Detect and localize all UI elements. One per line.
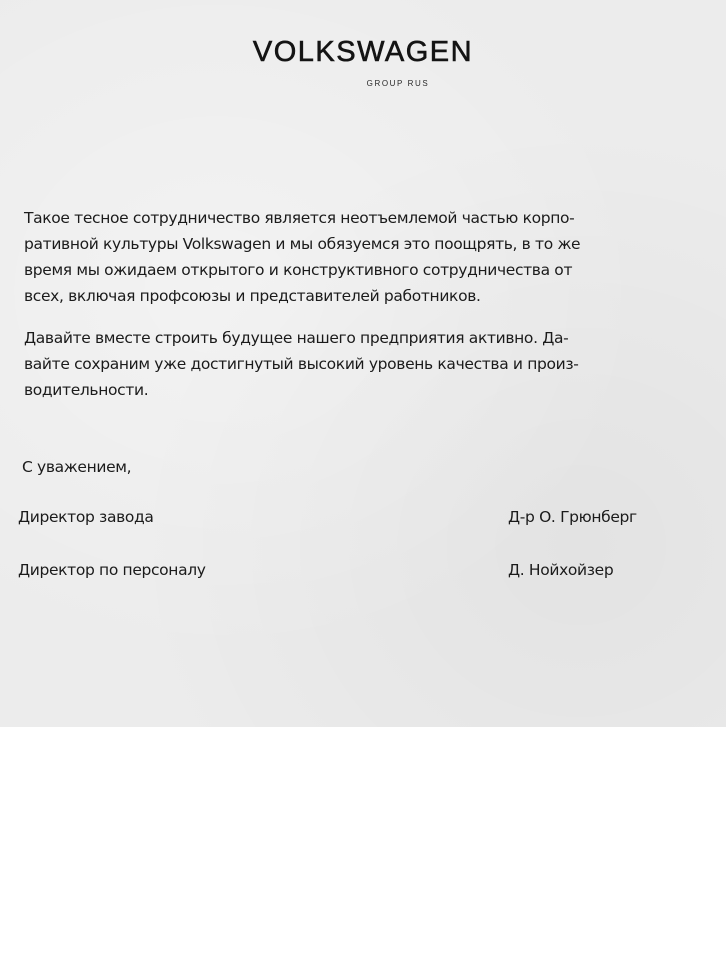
text-line: ративной культуры Volkswagen и мы обязуемся это поощрять, в то же [24,235,581,253]
text-line: вайте сохраним уже достигнутый высокий уровень качества и произ- [24,355,579,373]
text-line: время мы ожидаем открытого и конструктивного сотрудничества от [24,261,573,279]
text-line: Такое тесное сотрудничество является неотъемлемой частью корпо- [24,209,575,227]
brand-logo: VOLKSWAGEN [252,36,474,68]
signatory-title-plant-director: Директор завода [18,508,154,526]
text-line: всех, включая профсоюзы и представителей работников. [24,287,481,305]
closing-salutation: С уважением, [22,458,132,476]
brand-subtitle: GROUP RUS [366,79,430,88]
body-paragraph-2 [24,325,674,403]
text-line: водительности. [24,381,149,399]
signatory-name-hr-director: Д. Нойхойзер [508,561,614,579]
signatory-name-plant-director: Д-р О. Грюнберг [508,508,637,526]
text-line: Давайте вместе строить будущее нашего предприятия активно. Да- [24,329,569,347]
signatory-title-hr-director: Директор по персоналу [18,561,206,579]
body-paragraph-1 [24,205,674,309]
